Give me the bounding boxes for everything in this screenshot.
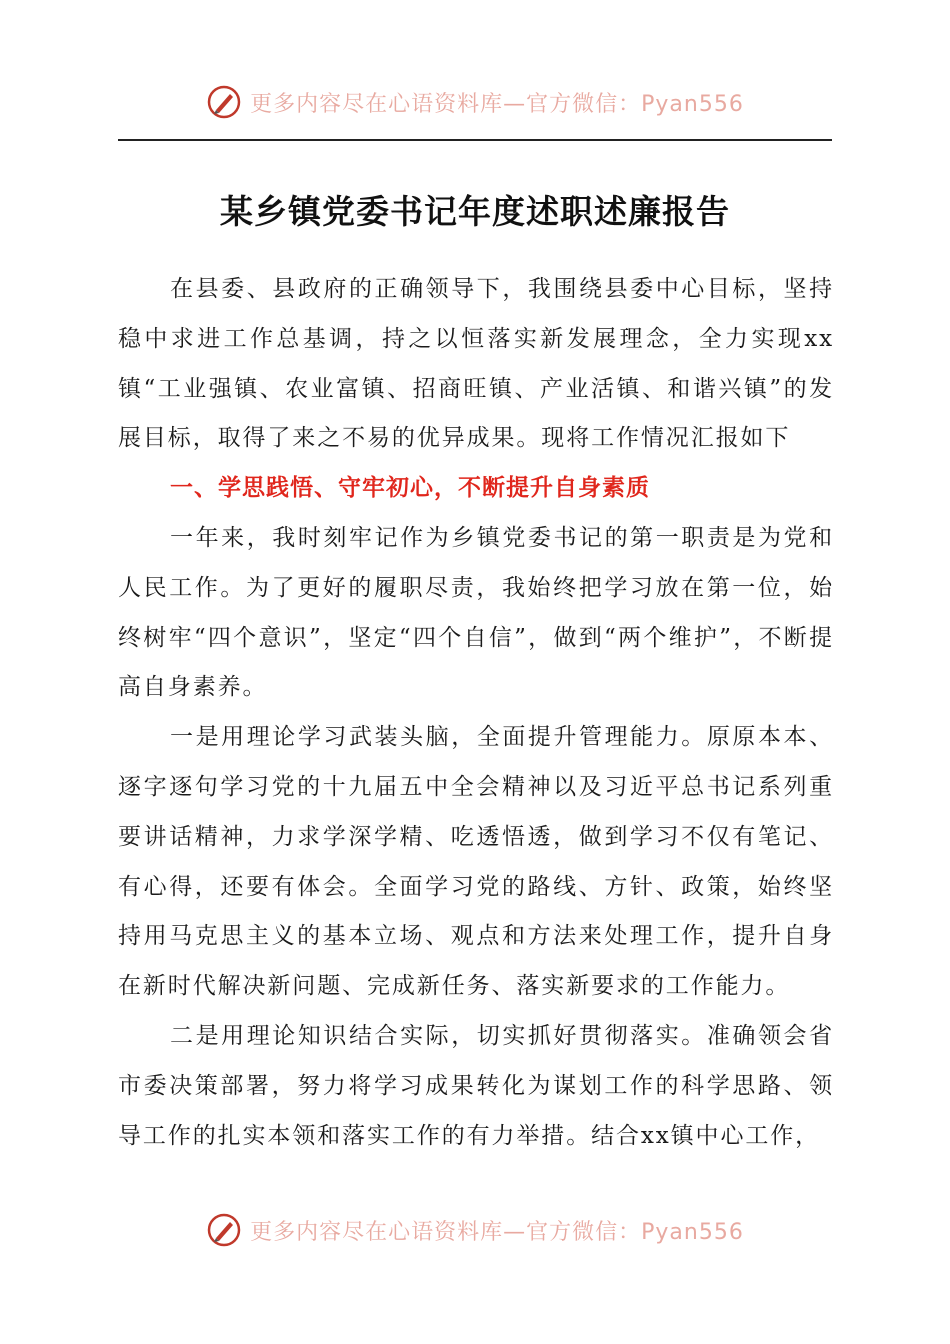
document-title: 某乡镇党委书记年度述职述廉报告 — [220, 192, 730, 231]
watermark-text: 更多内容尽在心语资料库—官方微信：Pyan556 — [250, 91, 744, 117]
watermark-banner-bottom — [0, 1208, 950, 1252]
watermark-banner-top — [0, 80, 950, 124]
paragraph-intro: 在县委、县政府的正确领导下，我围绕县委中心目标，坚持稳中求进工作总基调，持之以恒落实新发展理念，全力实现xx镇“工业强镇、农业富镇、招商旺镇、产业活镇、和谐兴镇”的发展目标，取得了来之不易的优异成果。现将工作情况汇报如下 — [118, 276, 834, 452]
section-heading-1: 一、学思践悟、守牢初心，不断提升自身素质 — [170, 475, 650, 502]
paragraph-point-1: 一是用理论学习武装头脑，全面提升管理能力。原原本本、逐字逐句学习党的十九届五中全会精神以及习近平总书记系列重要讲话精神，力求学深学精、吃透悟透，做到学习不仅有笔记、有心得，还要有体会。全面学习党的路线、方针、政策，始终坚持用马克思主义的基本立场、观点和方法来处理工作，提升自身在新时代解决新问题、完成新任务、落实新要求的工作能力。 — [118, 724, 834, 1000]
pen-circle-icon — [206, 1212, 242, 1248]
paragraph-section1-overview: 一年来，我时刻牢记作为乡镇党委书记的第一职责是为党和人民工作。为了更好的履职尽责，我始终把学习放在第一位，始终树牢“四个意识”，坚定“四个自信”，做到“两个维护”，不断提高自身素养。 — [118, 524, 834, 701]
paragraph-point-2: 二是用理论知识结合实际，切实抓好贯彻落实。准确领会省市委决策部署，努力将学习成果转化为谋划工作的科学思路、领导工作的扎实本领和落实工作的有力举措。结合xx镇中心工作， — [118, 1022, 834, 1149]
pen-circle-icon — [206, 84, 242, 120]
watermark-text: 更多内容尽在心语资料库—官方微信：Pyan556 — [250, 1219, 744, 1245]
document-body — [118, 265, 834, 1161]
header-divider — [118, 139, 832, 141]
